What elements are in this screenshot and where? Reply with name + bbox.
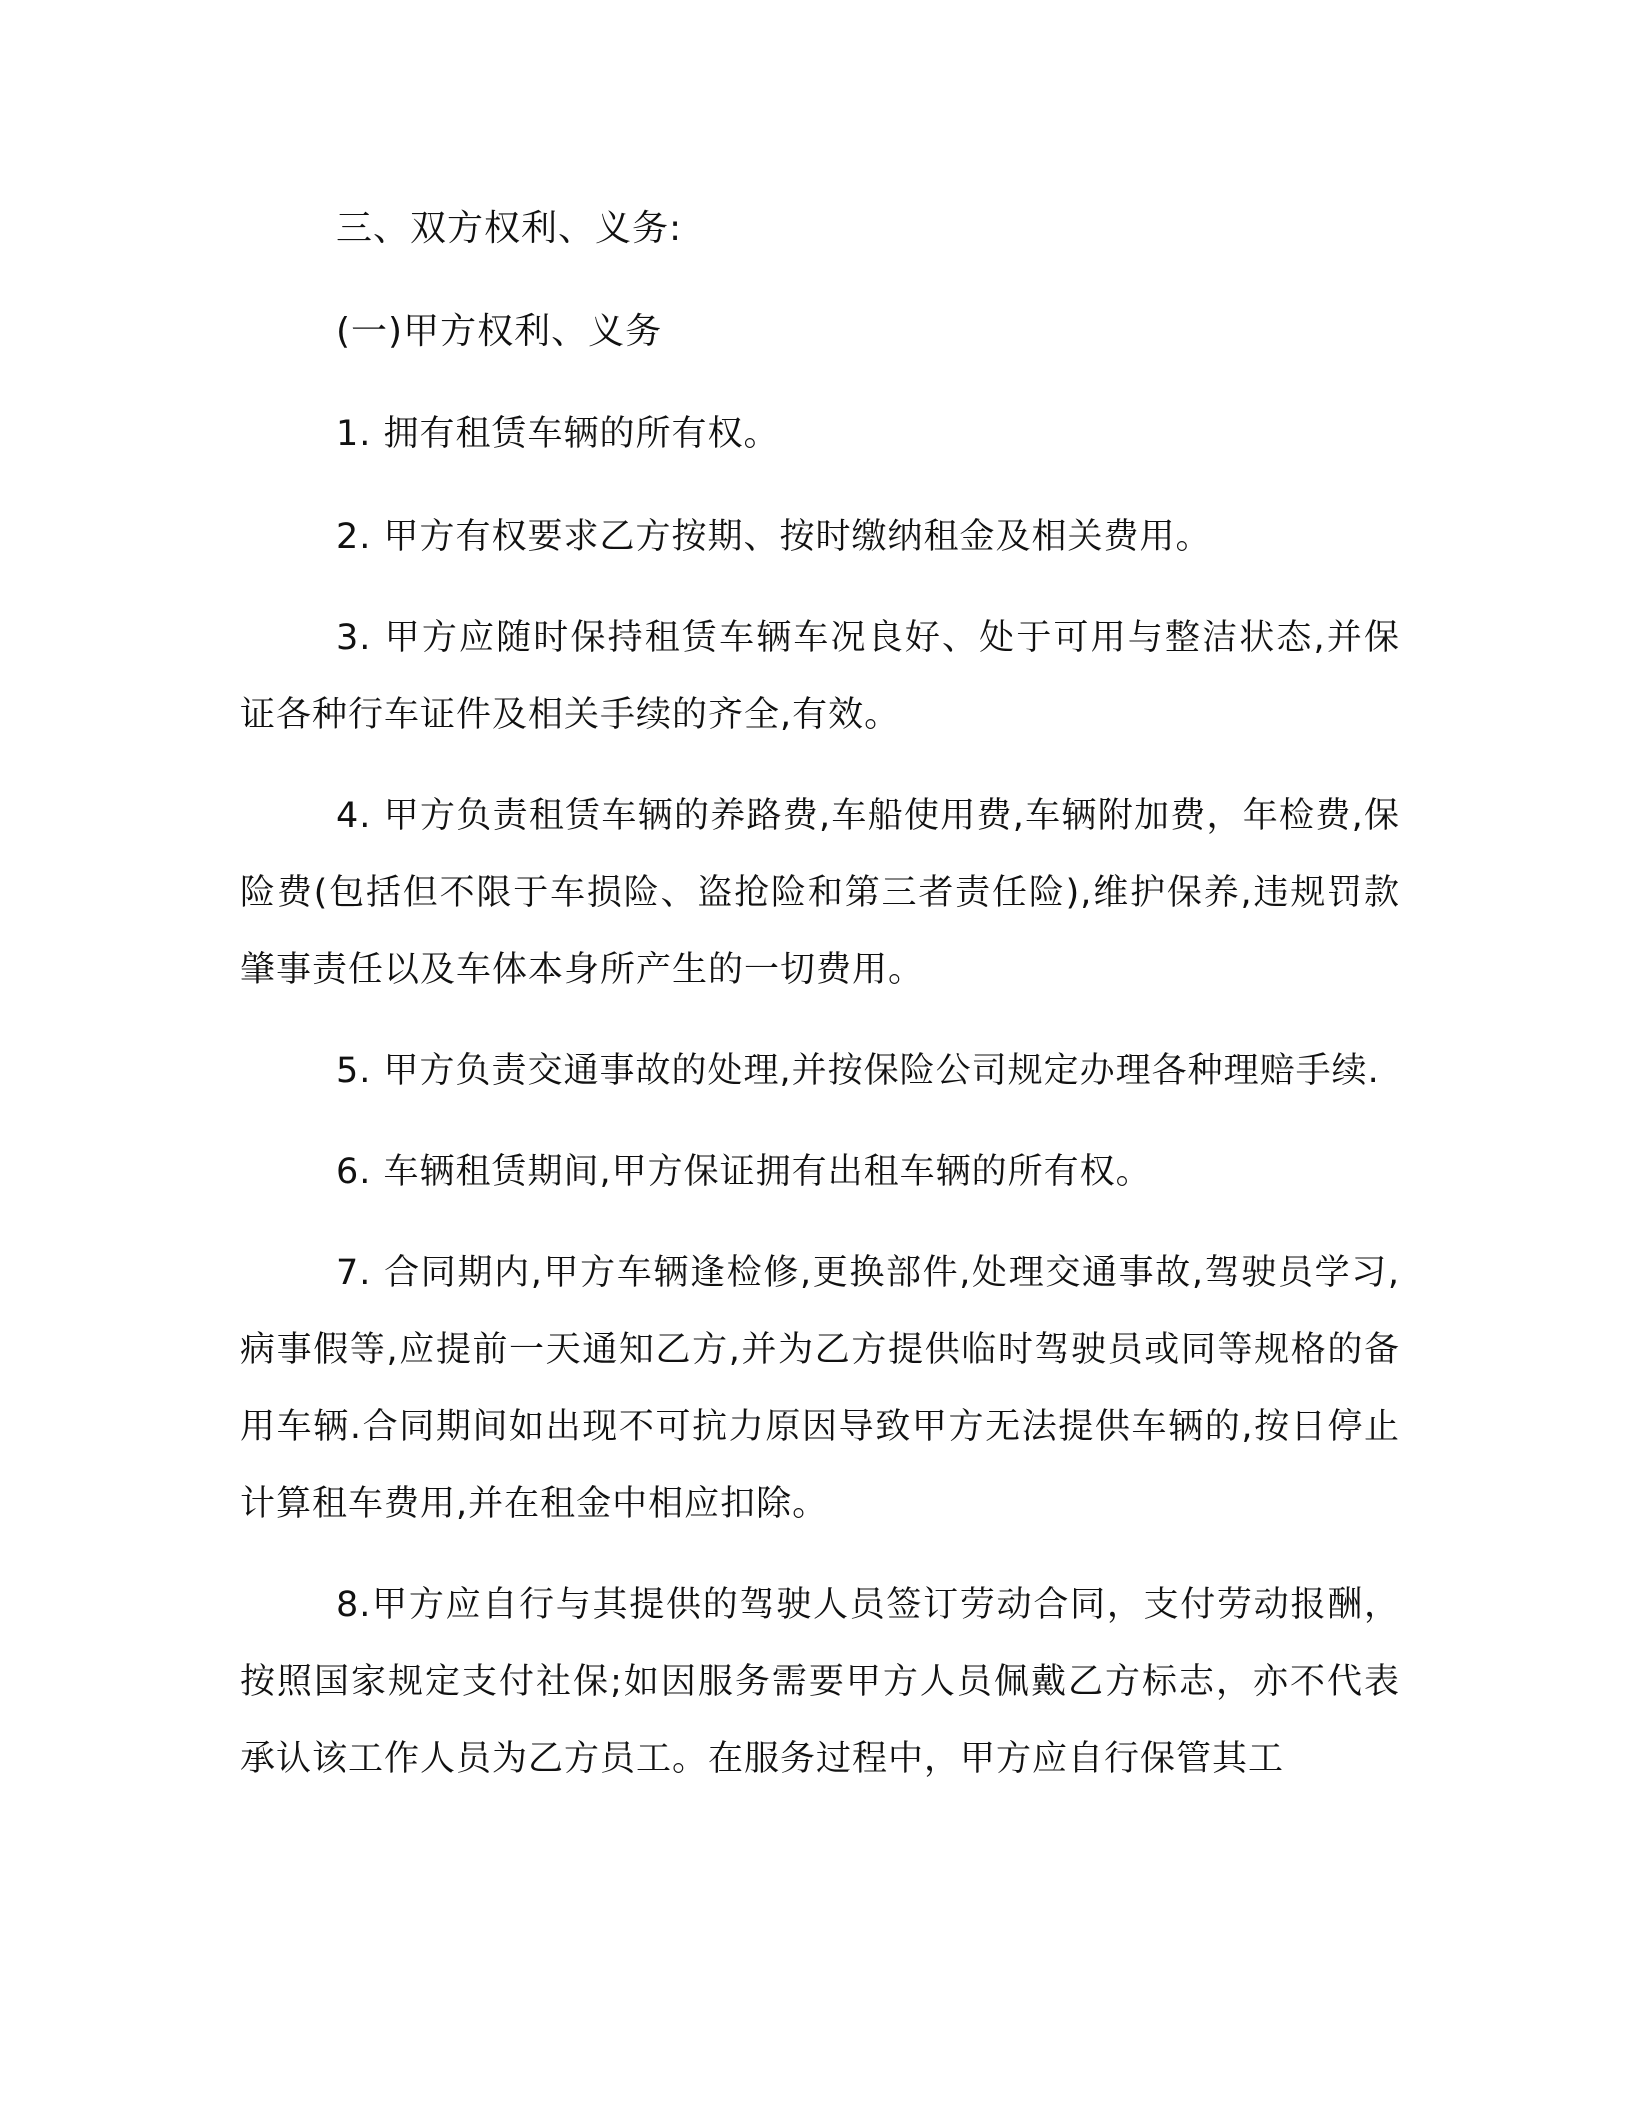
clause-3: 3. 甲方应随时保持租赁车辆车况良好、处于可用与整洁状态,并保证各种行车证件及相关手续的齐全,有效。	[240, 618, 1400, 735]
clause-4: 4. 甲方负责租赁车辆的养路费,车船使用费,车辆附加费，年检费,保险费(包括但不限于车损险、盗抢险和第三者责任险),维护保养,违规罚款肇事责任以及车体本身所产生的一切费用。	[240, 796, 1400, 990]
clause-8: 8.甲方应自行与其提供的驾驶人员签订劳动合同，支付劳动报酬，按照国家规定支付社保;如因服务需要甲方人员佩戴乙方标志，亦不代表承认该工作人员为乙方员工。在服务过程中，甲方应自行保管其工	[240, 1585, 1400, 1779]
clause-6: 6. 车辆租赁期间,甲方保证拥有出租车辆的所有权。	[336, 1152, 1152, 1192]
section-heading: 三、双方权利、义务:	[336, 208, 683, 249]
clause-5: 5. 甲方负责交通事故的处理,并按保险公司规定办理各种理赔手续.	[336, 1051, 1380, 1091]
clause-7: 7. 合同期内,甲方车辆逢检修,更换部件,处理交通事故,驾驶员学习,病事假等,应提前一天通知乙方,并为乙方提供临时驾驶员或同等规格的备用车辆.合同期间如出现不可抗力原因导致甲方无法提供车辆的,按日停止计算租车费用,并在租金中相应扣除。	[240, 1253, 1400, 1524]
document-body	[240, 190, 1400, 1798]
clause-1: 1. 拥有租赁车辆的所有权。	[336, 414, 780, 454]
clause-2: 2. 甲方有权要求乙方按期、按时缴纳租金及相关费用。	[336, 517, 1212, 557]
subsection-heading: (一)甲方权利、义务	[336, 311, 663, 352]
